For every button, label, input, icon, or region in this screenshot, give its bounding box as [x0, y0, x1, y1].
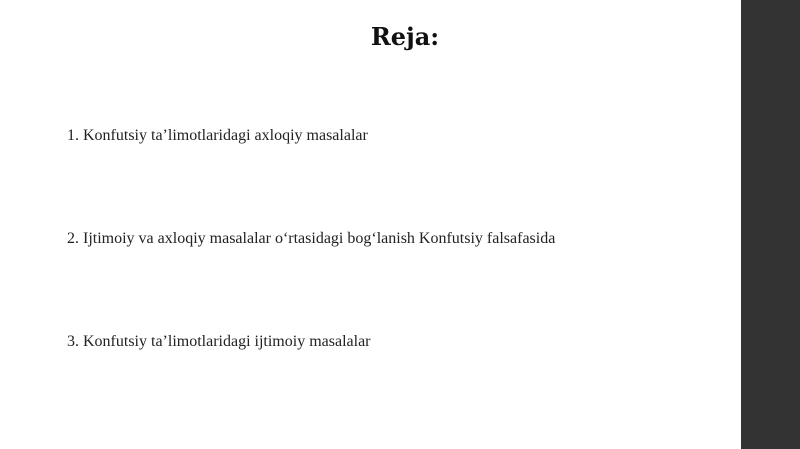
plan-item-3: 3. Konfutsiy ta’limotlaridagi ijtimoiy masalalar — [67, 333, 371, 350]
side-panel — [741, 0, 800, 449]
slide-title: Reja: — [370, 22, 440, 51]
plan-item-2: 2. Ijtimoiy va axloqiy masalalar o‘rtasidagi bog‘lanish Konfutsiy falsafasida — [67, 230, 556, 247]
plan-item-1: 1. Konfutsiy ta’limotlaridagi axloqiy masalalar — [67, 127, 368, 144]
